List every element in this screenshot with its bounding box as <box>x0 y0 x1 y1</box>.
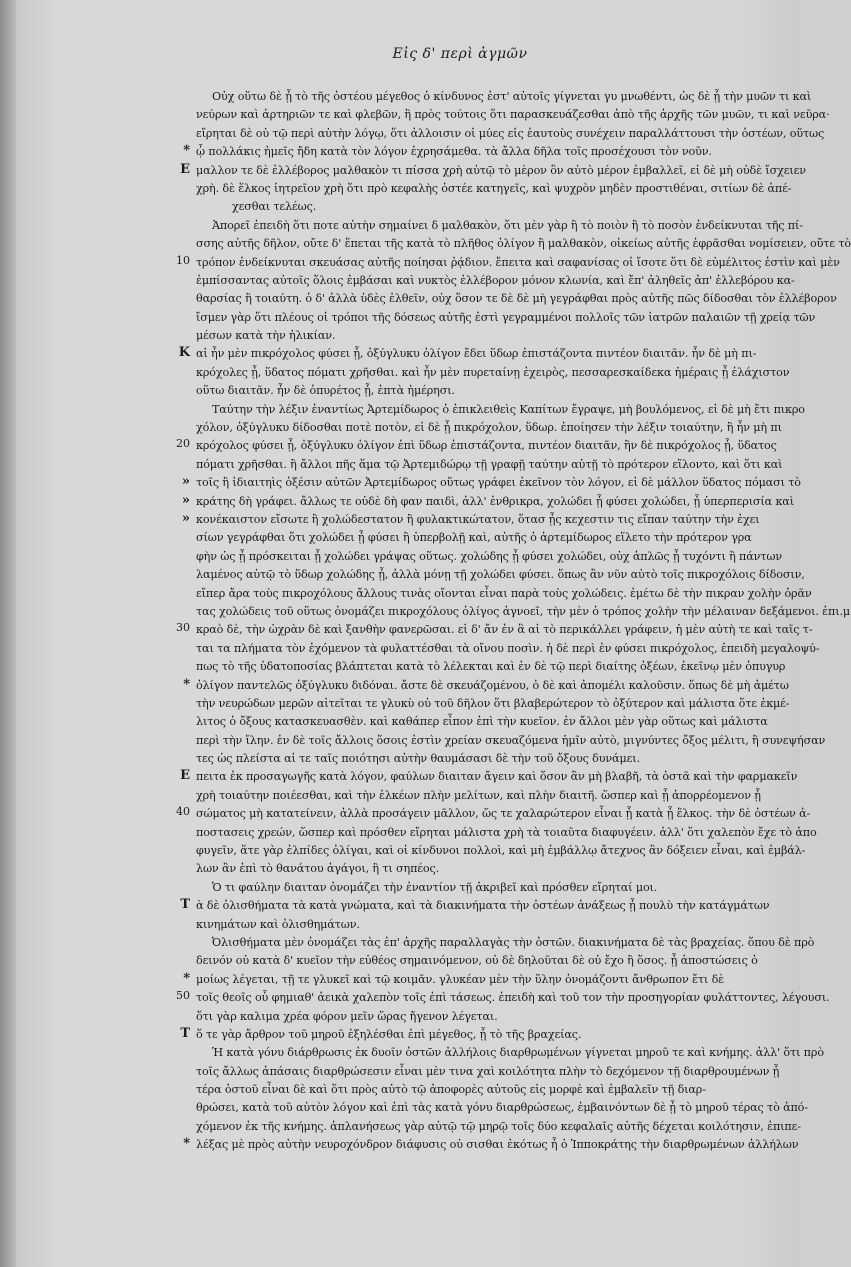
text-line <box>196 695 790 713</box>
text-line <box>196 1063 780 1081</box>
text-line <box>196 842 806 860</box>
line-text: νεύρων καὶ ἀρτηριῶν τε καὶ φλεβῶν, ἢ πρὸς τούτοις ὅτι παρασκευάζεσθαι ἀπὸ τῆς ἀρχῆς τῶν μυῶν, τι καὶ νεῦρα· <box>196 108 830 122</box>
line-text: περὶ τὴν ἴλην. ἐν δὲ τοῖς ἄλλοις ὅσοις ἐστὶν χρείαν σκευαζόμενα ἡμῖν αὐτὸ, μιγνύντες ὄξος μέλιτι, ἢ συνεψήσαν <box>196 733 826 747</box>
line-text: τοῖς θεοῖς οὖ φημιαθ' ἀεικὰ χαλεπὸν τοῖς ἐπὶ τάσεως. ἐπειδὴ καὶ τοῦ τον τὴν προσηγορίαν φυλάττοντες, λέγουσι. <box>196 991 830 1005</box>
line-text: εἴπερ ἄρα τοὺς πικροχόλους ἄλλους τινὰς οἴονται εἶναι παρὰ τοὺς χολώδεις. ἐμέτω δὲ τὴν πικραν χολὴν ὁρᾶν <box>196 586 812 600</box>
text-line <box>196 585 812 603</box>
line-text: τρόπον ἐνδείκνυται σκευάσας αὐτῆς ποίησαι ῥᾴδιον. ἔπειτα καὶ σαφανίσας οἱ ἴσοτε ὅτι δὲ εὐμέλιτος ἐστὶν καὶ μὲν <box>196 255 840 269</box>
text-line <box>196 401 805 419</box>
margin-marker: » <box>181 510 190 526</box>
text-line <box>196 290 837 308</box>
line-text: ἴσμεν γὰρ ὅτι πλέους οἱ τρόποι τῆς δόσεως αὐτῆς ἐστὶ γεγραμμένοι πολλοῖς τῶν ἰατρῶν παλαιῶν τῇ χρείᾳ τῶν <box>196 310 816 324</box>
line-text: χρὴ τοιαύτην ποιέεσθαι, καὶ τὴν ἑλκέων πλὴν μελίτων, καὶ πλὴν διαιτῆ. ὥσπερ καὶ ᾗ ἀπορρέομενον ᾗ <box>196 788 761 802</box>
binding-gutter <box>0 0 16 1267</box>
line-text: ται τα πλήματα τὸν ἐχόμενον τὰ φυλαττέσθαι τὰ οἴνου ποσὶν. ἡ δὲ περὶ ἐν φύσει πικρόχολος, ἐπειδὴ μεγαλοψύ- <box>196 641 820 655</box>
text-line <box>196 750 772 768</box>
text-line <box>196 1081 772 1099</box>
text-line <box>180 897 772 915</box>
text-line <box>196 272 795 290</box>
line-text: σώματος μὴ κατατείνειν, ἀλλὰ προσάγειν μᾶλλον, ὥς τε χαλαρώτερον εἶναι ᾗ κατὰ ᾗ ἕλκος. τὴν δὲ ὀστέων ἀ- <box>196 807 811 821</box>
line-text: ποστασεις χρεών, ὥσπερ καὶ πρόσθεν εἴρηται μάλιστα χρὴ τὰ τοιαῦτα διαφυγέειν. ἀλλ' ὅτι χαλεπὸν ἔχε τὸ ἀπο <box>196 825 817 839</box>
margin-marker: Κ <box>178 345 190 361</box>
line-text: Ἀπορεῖ ἐπειδὴ ὅτι ποτε αὐτὴν σημαίνει δ μαλθακὸν, ὅτι μὲν γὰρ ἢ τὸ ποιὸν ἢ τὸ ποσὸν ἐνδείκνυται τῆς πί- <box>212 218 803 232</box>
text-line <box>180 161 806 180</box>
text-line <box>196 916 772 934</box>
text-line <box>196 125 825 143</box>
line-text: τέρα ὀστοῦ εἶναι δὲ καὶ ὅτι πρὸς αὐτὸ τῷ ἀποφορὲς αὐτοῦς εἰς μορφὲ καὶ ἐμβαλεῖν τῇ διαρ- <box>196 1083 706 1097</box>
text-line <box>196 952 772 970</box>
line-number: 10 <box>176 253 190 267</box>
text-line <box>176 253 840 272</box>
text-line <box>196 529 772 547</box>
margin-marker: Ε <box>180 161 190 177</box>
line-text: Ὁ τι φαύλην διαιταν ὀνομάζει τὴν ἐναντίον τῇ ἀκριβεῖ καὶ πρόσθεν εἴρηταί μοι. <box>212 880 658 894</box>
line-text: ὀλίγον παντελῶς ὀξύγλυκυ διδόναι. ἄστε δὲ σκευάζομένου, ὁ δὲ καὶ ἀπομέλι καλοῦσιν. ὅπως δὲ μὴ ἀμέτω <box>196 678 789 692</box>
line-text: πως τὸ τῆς ὑδατοποσίας βλάπτεται κατὰ τὸ λέλεκται καὶ ἐν δὲ τῷ περὶ διαίτης ὀξέων, ἐκεῖνῳ μὲν ὀπυγυρ <box>196 660 786 674</box>
line-text: κράτης δὴ γράφει. ἄλλως τε οὐδὲ δὴ φαν παιδὶ, ἀλλ' ἐνθρικρα, χολώδει ᾖ φύσει χολώδει, ᾗ ὑπερπερισία καὶ <box>196 494 794 508</box>
text-line <box>196 787 772 805</box>
text-line <box>196 1008 772 1026</box>
line-text: κονέκαιστον εἴσωτε ἢ χολώδεστατον ἢ φυλακτικώτατον, ὅτασ ᾖς κεχεστιν τις εἴπαν ταύτην τὴν ἐχει <box>196 512 760 526</box>
line-text: λέξας μὲ πρὸς αὐτὴν νευροχόνδρον διάφυσις οὐ σισθαι ἐκότως ἦ ὁ Ἱπποκράτης τὴν διαρθρωμένων ἀλλήλων <box>196 1138 799 1152</box>
margin-marker: » <box>181 474 190 490</box>
text-line <box>196 217 803 235</box>
text-line <box>181 474 801 492</box>
text-line <box>196 713 772 731</box>
line-text: Οὐχ οὕτω δὲ ᾗ τὸ τῆς ὀστέου μέγεθος ὁ κίνδυνος ἐστ' αὐτοῖς γίγνεται γυ μνωθέντι, ὡς δὲ ᾗ τὴν μυῶν τι καὶ <box>212 90 812 103</box>
text-line <box>176 805 811 823</box>
text-line <box>196 235 851 253</box>
line-text: κραὸ δὲ, τὴν ὠχρὰν δὲ καὶ ξανθὴν φανερῶσαι. εἰ δ' ἄν ἐν ἃ αἱ τὸ περικάλλει γράφειν, ἡ μὲν αὐτὴ τε καὶ ταῖς τ- <box>196 623 813 637</box>
line-text: τὴν νευρώδων μερῶν αἰτεῖται τε γλυκὺ οὐ τοῦ δῆλον ὅτι βλαβερώτερον τὸ ὀξύτερον καὶ μάλιστα ὅτε ἐκμέ- <box>196 696 790 710</box>
line-text: λων ἂν ἐπὶ τὸ θανάτου ἀγάγοι, ἢ τι σηπέος. <box>196 862 440 876</box>
text-line <box>176 621 813 639</box>
line-number: 40 <box>176 805 190 819</box>
line-text: θρώσει, κατὰ τοῦ αὐτὸν λόγον καὶ ἐπὶ τὰς κατὰ γόνυ διαρθρώσεως, ἐμβαινόντων δὲ ᾗ τὸ μηροῦ τέρας τὸ ἀπό- <box>196 1101 808 1115</box>
line-text: τοῖς ἄλλως ἀπάσαις διαρθρώσεσιν εἶναι μὲν τινα χαὶ κοιλότητα πλὴν τὸ δεχόμενον τῇ διαρθρουμένων ᾗ <box>196 1064 780 1078</box>
line-text: οὕτω διαιτᾶν. ἦν δὲ ὀπυρέτος ᾖ, ἐπτὰ ἡμέρησι. <box>196 384 455 398</box>
text-line <box>196 1099 808 1117</box>
text-line <box>196 327 772 345</box>
text-line <box>196 934 815 952</box>
running-head <box>0 46 800 62</box>
text-line <box>176 989 830 1007</box>
line-number: 50 <box>176 989 190 1003</box>
line-text: λιτος ὁ ὄξους κατασκευασθὲν. καὶ καθάπερ εἶπον ἐπὶ τὴν κυεῖον. ἐν ἄλλοι μὲν γὰρ οὕτως καὶ μάλιστα <box>196 715 768 729</box>
line-text: μοίως λέγεται, τῇ τε γλυκεῖ καὶ τῷ κοιμᾶν. γλυκέαν μὲν τὴν ὕλην ὀνομάζοντι ἄνθρωπον ἔτι δὲ <box>196 972 725 986</box>
line-text: ἐμπίσσαντας αὐτοῖς ὅλοις ἐμβάσαι καὶ νυκτὸς ἐλλέβορον μόνον κλωνία, καὶ ἔπ' ἀληθεῖς ἀπ' ἐλλεβόρου κα- <box>196 273 795 287</box>
text-line <box>196 198 772 216</box>
line-text: ᾧ πολλάκις ἡμεῖς ἤδη κατὰ τὸν λόγον ἐχρησάμεθα. τὰ ἄλλα δῆλα τοῖς προσέχουσι τὸν νοῦν. <box>196 145 712 159</box>
line-text: κρόχολες ᾖ, ὕδατος πόματι χρῆσθαι. καὶ ἦν μὲν πυρεταίνῃ ἐχειρὸς, πεσσαρεσκαίδεκα ἡμέραις ᾖ ἐλάχιστον <box>196 365 790 379</box>
text-line <box>196 1044 824 1062</box>
margin-marker: * <box>183 676 190 692</box>
line-text: ὅτι γὰρ καλιμα χρέα φόρον μεῖν ὥρας ἤγενον λέγεται. <box>196 1009 498 1023</box>
running-head-text: Εἰς δ' περὶ ἀγμῶν <box>392 46 528 62</box>
line-text: ὰ δὲ ὀλισθήματα τὰ κατὰ γνώματα, καὶ τὰ διακινήματα τὴν ὀστέων ἀνάξεως ᾗ πουλὺ τὴν κατάγμάτων <box>196 899 770 913</box>
line-text: τοῖς ἢ ἰδιαιτηὶς ὀξέσιν αὐτῶν Ἀρτεμίδωρος οὕτως γράφει ἐκεῖνον τὸν λόγον, εἰ δὲ μάλλον ὕδατος πόμασι τὸ <box>196 476 801 490</box>
text-line <box>196 180 792 198</box>
line-text: πειτα ἐκ προσαγωγῆς κατὰ λόγον, φαύλων διαιταν ἄγειν καὶ ὅσον ἂν μὴ βλαβῆ, τὰ ὀστᾶ καὶ τὴν φαρμακεῖν <box>196 770 798 784</box>
line-text: τας χολώδεις τοῦ οὕτως ὀνομάζει πικροχόλους ὀλίγος ἀγνοεῖ, τὴν μὲν ὁ τρόπος χολὴν τὴν μέλαιναν δεξάμενοι. ἐπι.μ <box>196 604 850 618</box>
text-line <box>181 492 794 511</box>
text-line <box>196 1118 801 1136</box>
text-line <box>196 640 820 658</box>
line-text: χρὴ. δὲ ἕλκος ἰητρεῖον χρὴ ὅτι πρὸ κεφαλὴς ὀστέε κατηγεῖς, καὶ ψυχρὸν μηδὲν προστιθέναι, σιτίων δὲ ἀπέ- <box>196 181 792 195</box>
text-line <box>178 345 772 363</box>
line-number: 30 <box>176 621 190 635</box>
line-text: φυγεῖν, ἅτε γὰρ ἐλπίδες ὀλίγαι, καὶ οἱ κίνδυνοι πολλοὶ, καὶ μὴ ἐμβάλλῳ ἄτεχνος ἂν δόξειεν εἶναι, καὶ ἐμβάλ- <box>196 844 806 858</box>
text-line <box>196 732 826 750</box>
text-line <box>180 768 798 786</box>
text-line <box>183 143 772 161</box>
line-text: χεσθαι τελέως. <box>232 200 317 214</box>
margin-marker: * <box>183 143 190 159</box>
margin-marker: Τ <box>180 897 190 913</box>
text-line <box>183 676 789 695</box>
text-line <box>181 510 772 529</box>
text-line <box>196 364 790 382</box>
line-text: σσης αὐτῆς δῆλον, οὔτε δ' ἕπεται τῆς κατὰ τὸ πλῆθος ὀλίγον ἢ μαλθακὸν, οἰκείως αὐτῆς ἐφρᾶσθαι νομίσειεν, οὔτε τὸ <box>196 237 851 251</box>
margin-marker: » <box>181 492 190 508</box>
line-text: ὅ τε γὰρ ἄρθρον τοῦ μηροῦ ἐξηλέσθαι ἐπὶ μέγεθος, ᾗ τὸ τῆς βραχείας. <box>196 1027 582 1041</box>
line-text: Ὀλισθήματα μὲν ὀνομάζει τὰς ἐπ' ἀρχῆς παραλλαγὰς τὴν ὀστῶν. διακινήματα δὲ τὰς βραχείας. ὅπου δὲ πρὸ <box>212 935 815 949</box>
text-line <box>196 382 772 400</box>
text-line <box>196 88 812 106</box>
text-line <box>196 824 817 842</box>
line-text: χόλον, ὀξύγλυκυ δίδοσθαι ποτὲ ποτὸν, εἰ δὲ ᾗ πικρόχολον, ὕδωρ. ἐποίησεν τὴν λέξιν τοιαύτην, ἢ ἦν μὴ πι <box>196 421 782 435</box>
text-line <box>196 309 816 327</box>
text-line <box>196 603 850 621</box>
line-text: σίων γεγράφθαι ὅτι χολώδει ᾗ φύσει ἢ ὑπερβολῇ καὶ, αὐτῆς ὁ ἀρτεμίδωρος εἵλετο τὴν πρότερον γρα <box>196 531 752 545</box>
line-text: μέσων κατὰ τὴν ἡλικίαν. <box>196 329 336 343</box>
line-text: δεινόν οὐ κατὰ δ' κυεῖον τὴν εὐθέος σημαινόμενον, οὐ δὲ δηλοῦται δὲ οὐ ἔχο ἢ ὅσος. ᾗ ἀποστώσεις ὁ <box>196 954 758 968</box>
text-line <box>196 860 772 878</box>
text-line <box>196 419 782 437</box>
line-text: φὴν ὡς ᾗ πρόσκειται ᾗ χολώδει γράψας οὕτως. χολώδης ᾗ φύσει χολώδει, οὐχ ἁπλῶς ᾗ τυχόντι ἢ πάντων <box>196 549 782 563</box>
line-text: μαλλον τε δὲ ἐλλέβορος μαλθακὸν τι πίσσα χρὴ αὐτῷ τὸ μὲρον ὃν αὐτὸ μέρον ἐμβαλλεῖ, εἰ δὲ μὴ οὐδὲ ἴσχειεν <box>196 163 806 177</box>
text-line <box>183 1136 799 1154</box>
text-line <box>196 548 782 566</box>
margin-marker: * <box>183 1136 190 1152</box>
line-text: χόμενον ἐκ τῆς κνήμης. ἀπλανήσεως γὰρ αὐτῷ τῷ μηρῷ τοῖς δύο κεφαλαῖς αὐτῆς δέχεται κοιλότησιν, ἐπιπε- <box>196 1119 801 1133</box>
text-line <box>196 566 805 584</box>
line-number: 20 <box>176 437 190 451</box>
margin-marker: Ε <box>180 768 190 784</box>
line-text: αἱ ἦν μὲν πικρόχολος φύσει ᾖ, ὀξύγλυκυ ὀλίγον ἔδει ὕδωρ ἐπιστάζοντα πιντέον διαιτᾶν. ἦν δὲ μὴ πι- <box>196 347 757 361</box>
line-text: θαρσίας ἢ τοιαύτη. ὁ δ' ἀλλὰ ὑδὲς ἐλθεῖν, οὐχ ὅσον τε δὲ δὲ μὴ γεγράφθαι πρὸς αὐτῆς πῶς δίδοσθαι τὸν ἐλλέβορον <box>196 292 837 306</box>
text-line <box>196 658 786 676</box>
line-text: κινημάτων καὶ ὀλισθημάτων. <box>196 917 360 931</box>
text-line <box>176 437 777 455</box>
margin-marker: * <box>183 970 190 986</box>
line-text: κρόχολος φύσει ᾖ, ὀξύγλυκυ ὀλίγον ἐπὶ ὕδωρ ἐπιστάζοντα, πιντέον διαιτᾶν, ἢν δὲ πικρόχολος ᾖ, ὕδατος <box>196 439 777 453</box>
text-line <box>196 879 772 897</box>
line-text: τες ὡς πλείστα αἱ τε ταῖς ποιότησι αὐτὴν θαυμάσασι δὲ τὴν τοῦ ὄξους δυνάμει. <box>196 752 640 766</box>
line-text: Ταύτην τὴν λέξιν ἐναντίως Ἀρτεμίδωρος ὁ ἐπικλειθεὶς Καπίτων ἔγραψε, μὴ βουλόμενος, εἰ δὲ μὴ ἔτι πικρο <box>212 402 805 416</box>
text-line <box>183 970 772 989</box>
line-text: λαμένος αὐτῷ τὸ ὕδωρ χολώδης ᾗ, ἀλλὰ μόνῃ τῇ χολώδει φύσει. ὅπως ἂν νῦν αὐτὸ τοῖς πικροχόλοις δίδοσιν, <box>196 568 805 582</box>
text-line <box>180 1025 772 1044</box>
margin-marker: Τ <box>180 1025 190 1041</box>
main-text-block <box>176 88 851 1155</box>
line-text: πόματι χρῆσθαι. ἢ ἄλλοι πῆς ἅμα τῷ Ἀρτεμιδώρῳ τῇ γραφῇ ταύτην αὐτῇ τὸ πρότερον εἵλοντο, καὶ ὅτι καὶ <box>196 457 783 471</box>
line-text: εἴρηται δὲ οὐ τῷ περὶ αὐτὴν λόγῳ, ὅτι ἀλλοισιν οἱ μύες εἰς ἑαυτοὺς συνέχειν παραλλάττουσι τὴν ὀστέων, οὕτως <box>196 126 825 140</box>
text-line <box>196 106 830 124</box>
text-line <box>196 456 783 474</box>
line-text: Ἡ κατὰ γόνυ διάρθρωσις ἐκ δυοῖν ὀστῶν ἀλλήλοις διαρθρωμένων γίγνεται μηροῦ τε καὶ κνήμης. ἀλλ' ὅτι πρὸ <box>212 1046 824 1060</box>
